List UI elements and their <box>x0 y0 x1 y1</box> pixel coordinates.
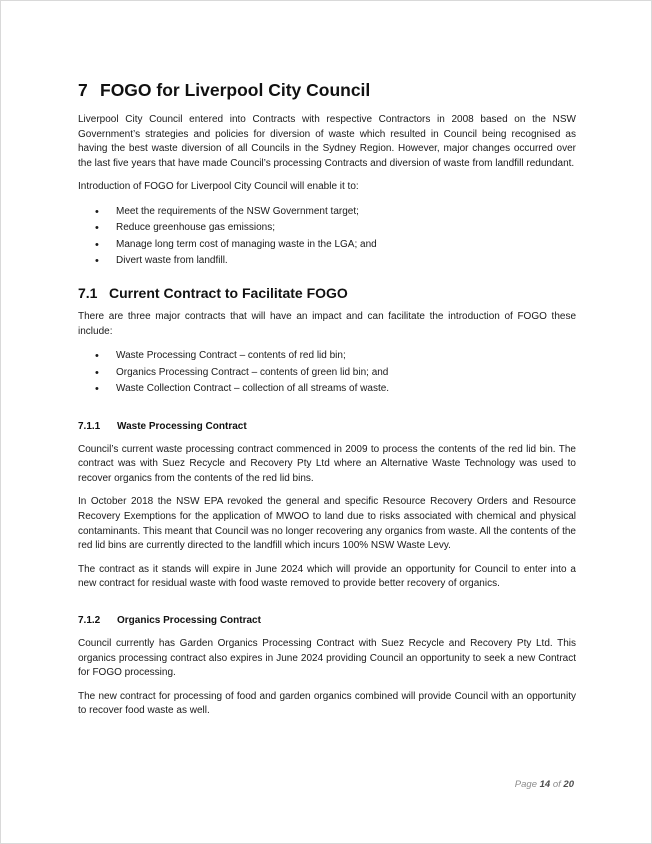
list-item: • Waste Processing Contract – contents of red lid bin; <box>78 348 576 365</box>
section-7-1-intro: There are three major contracts that will have an impact and can facilitate the introduction of FOGO these include: <box>78 310 576 337</box>
list-item: • Organics Processing Contract – contents of green lid bin; and <box>78 365 576 382</box>
list-item: • Manage long term cost of managing waste in the LGA; and <box>78 237 576 254</box>
page-word: Page <box>514 779 537 790</box>
section-7-1-1-heading <box>78 420 576 433</box>
section-7-intro-paragraph: Liverpool City Council entered into Contracts with respective Contractors in 2008 based on the NSW Government’s strategies and policies for diversion of waste which resulted in Council being recognised as having the best waste diversion of all Councils in the Sydney Region. However, major changes occurred over the last five years that have made Council’s processing Contracts and diversion of waste from landfill redundant. <box>78 114 576 169</box>
section-number: 7.1 <box>78 284 98 301</box>
paragraph: The contract as it stands will expire in June 2024 which will provide an opportunity for Council to enter into a new contract for residual waste with food waste removed to provide better recovery of organics. <box>78 563 576 590</box>
section-7-1-bullet-list <box>78 348 576 398</box>
paragraph: The new contract for processing of food and garden organics combined will provide Council with an opportunity to recover food waste as well. <box>78 690 576 717</box>
paragraph: Council currently has Garden Organics Processing Contract with Suez Recycle and Recovery Pty Ltd. This organics processing contract also expires in June 2024 providing Council an opportunity to seek a new Contract for FOGO processing. <box>78 638 576 679</box>
section-7-bullet-list <box>78 204 576 270</box>
list-item: • Divert waste from landfill. <box>78 253 576 270</box>
list-item: • Waste Collection Contract – collection of all streams of waste. <box>78 381 576 398</box>
section-title: Current Contract to Facilitate FOGO <box>109 284 348 301</box>
paragraph: In October 2018 the NSW EPA revoked the general and specific Resource Recovery Orders and Resource Recovery Exemptions for the application of MWOO to land due to risks associated with chemical and physical contaminants. This meant that Council was no longer recovering any organics from waste. All the contents of the red lid bins are currently directed to the landfill which incurs 100% NSW Waste Levy. <box>78 496 576 552</box>
section-number: 7.1.1 <box>78 420 101 432</box>
list-item: • Reduce greenhouse gas emissions; <box>78 220 576 237</box>
section-title: FOGO for Liverpool City Council <box>100 80 371 100</box>
section-7-heading <box>78 79 576 101</box>
current-page-number: 14 <box>539 779 551 790</box>
section-title: Organics Processing Contract <box>117 615 261 626</box>
of-word: of <box>552 779 561 790</box>
section-7-lead-in: Introduction of FOGO for Liverpool City Council will enable it to: <box>78 181 359 193</box>
total-pages-number: 20 <box>563 779 574 790</box>
list-item: • Meet the requirements of the NSW Government target; <box>78 204 576 221</box>
section-title: Waste Processing Contract <box>117 420 247 432</box>
section-7-1-heading <box>78 284 576 302</box>
page-footer <box>515 779 574 790</box>
section-number: 7 <box>78 80 88 100</box>
page-content <box>78 79 576 728</box>
section-number: 7.1.2 <box>78 615 101 626</box>
section-7-1-2-heading <box>78 614 576 627</box>
paragraph: Council’s current waste processing contract commenced in 2009 to process the contents of the red lid bin. The contract was with Suez Recycle and Recovery Pty Ltd where an Alternative Waste Technology was used to recover organics from the contents of the red lid bins. <box>78 443 576 484</box>
